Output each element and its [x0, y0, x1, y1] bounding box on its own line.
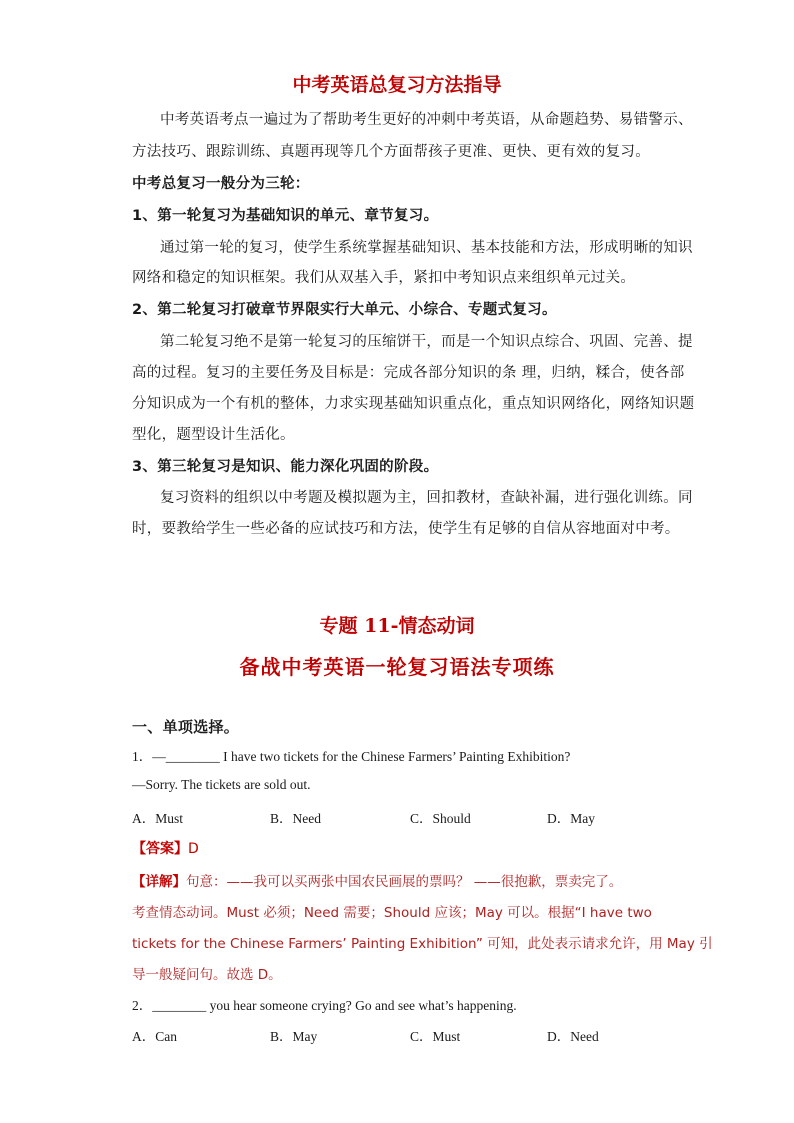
- detail-line-4: 导一般疑问句。故选 D。: [132, 967, 282, 983]
- question-2-stem: 2．________ you hear someone crying? Go and see what’s happening.: [132, 998, 517, 1013]
- round1-heading: 1、第一轮复习为基础知识的单元、章节复习。: [132, 208, 439, 224]
- round1-line-1: 通过第一轮的复习，使学生系统掌握基础知识、基本技能和方法，形成明晰的知识: [160, 240, 693, 256]
- detail-line-3: tickets for the Chinese Farmers’ Painting Exhibition” 可知，此处表示请求允许，用 May 引: [132, 936, 713, 952]
- detail-line-2: 考查情态动词。Must 必须；Need 需要；Should 应该；May 可以。根据“I have two: [132, 905, 652, 921]
- round1-line-2: 网络和稳定的知识框架。我们从双基入手，紧扣中考知识点来组织单元过关。: [132, 270, 636, 286]
- answer-label: 【答案】: [132, 841, 188, 857]
- round3-heading: 3、第三轮复习是知识、能力深化巩固的阶段。: [132, 459, 439, 475]
- question-1-option-a: A．Must: [132, 811, 184, 826]
- question-1-option-c: C．Should: [410, 811, 471, 826]
- question-1-option-b: B．Need: [270, 811, 321, 826]
- question-2-option-b: B．May: [270, 1029, 318, 1044]
- topic-subtitle: 备战中考英语一轮复习语法专项练: [239, 655, 555, 679]
- question-2-option-c: C．Must: [410, 1029, 461, 1044]
- detail-line-1: 句意：——我可以买两张中国农民画展的票吗？ ——很抱歉，票卖完了。: [186, 874, 623, 890]
- round2-heading: 2、第二轮复习打破章节界限实行大单元、小综合、专题式复习。: [132, 302, 557, 318]
- round2-line-1: 第二轮复习绝不是第一轮复习的压缩饼干，而是一个知识点综合、巩固、完善、提: [160, 334, 693, 350]
- guide-title: 中考英语总复习方法指导: [292, 74, 502, 96]
- detail-label: 【详解】: [132, 874, 186, 890]
- intro-line-1: 中考英语考点一遍过为了帮助考生更好的冲刺中考英语，从命题趋势、易错警示、: [160, 112, 693, 128]
- round3-line-2: 时，要教给学生一些必备的应试技巧和方法，使学生有足够的自信从容地面对中考。: [132, 521, 680, 537]
- round2-line-2: 高的过程。复习的主要任务及目标是：完成各部分知识的条 理，归纳，糅合，使各部: [132, 365, 685, 381]
- round2-line-4: 型化，题型设计生活化。: [132, 427, 295, 443]
- detail-row-1: [132, 870, 622, 890]
- answer-value: D: [188, 841, 199, 857]
- question-1-stem: 1．—________ I have two tickets for the Chinese Farmers’ Painting Exhibition?: [132, 749, 571, 764]
- answer-row: [132, 838, 199, 858]
- question-2-option-a: A．Can: [132, 1029, 177, 1044]
- topic-title: 专题 11-情态动词: [319, 615, 475, 637]
- round3-line-1: 复习资料的组织以中考题及模拟题为主，回扣教材，查缺补漏，进行强化训练。同: [160, 490, 693, 506]
- intro-line-2: 方法技巧、跟踪训练、真题再现等几个方面帮孩子更准、更快、更有效的复习。: [132, 144, 650, 160]
- section-heading: 一、单项选择。: [132, 718, 240, 736]
- question-2-option-d: D．Need: [547, 1029, 599, 1044]
- round2-line-3: 分知识成为一个有机的整体，力求实现基础知识重点化，重点知识网络化，网络知识题: [132, 396, 695, 412]
- question-1-reply: —Sorry. The tickets are sold out.: [132, 777, 311, 792]
- rounds-heading: 中考总复习一般分为三轮：: [132, 176, 310, 192]
- question-1-option-d: D．May: [547, 811, 595, 826]
